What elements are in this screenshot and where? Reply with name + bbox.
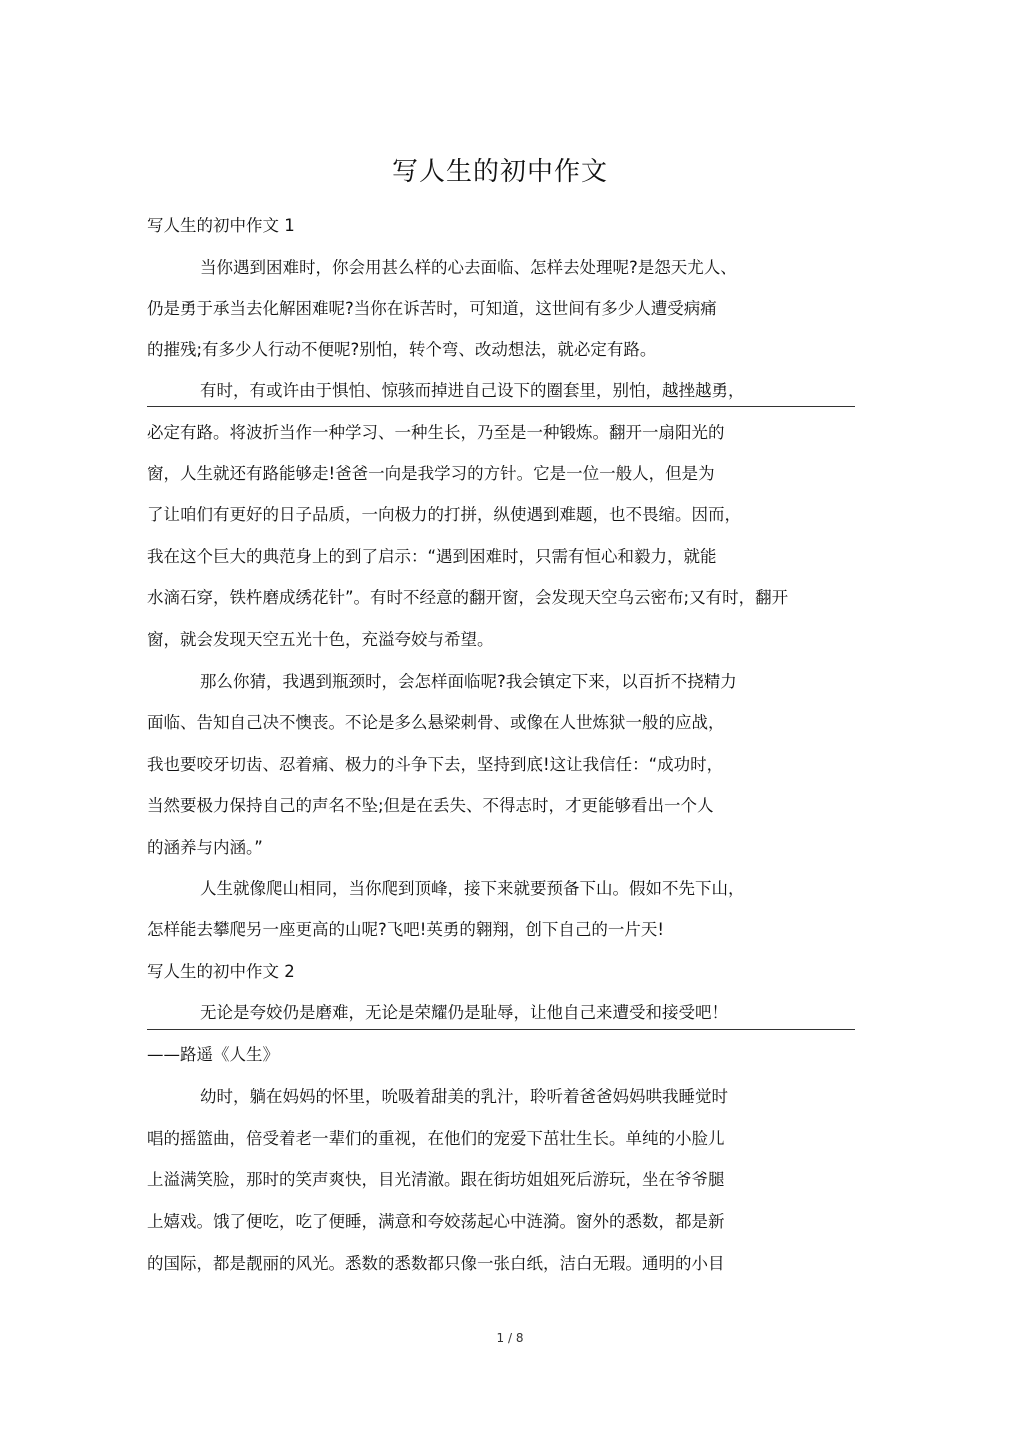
- paragraph-line: 那么你猜，我遇到瓶颈时，会怎样面临呢?我会镇定下来，以百折不挠精力: [200, 672, 737, 691]
- paragraph-line: ——路遥《人生》: [147, 1045, 279, 1064]
- paragraph-line: 面临、告知自己决不懊丧。不论是多么悬梁刺骨、或像在人世炼狱一般的应战，: [147, 713, 725, 732]
- paragraph-line: 窗，人生就还有路能够走!爸爸一向是我学习的方针。它是一位一般人，但是为: [147, 464, 715, 483]
- paragraph-line: 无论是夸姣仍是磨难，无论是荣耀仍是耻辱，让他自己来遭受和接受吧！: [200, 1003, 728, 1022]
- paragraph-line: 当你遇到困难时，你会用甚么样的心去面临、怎样去处理呢?是怨天尤人、: [200, 258, 737, 277]
- paragraph-line: 当然要极力保持自己的声名不坠;但是在丢失、不得志时，才更能够看出一个人: [147, 796, 714, 815]
- paragraph-line: 上嬉戏。饿了便吃，吃了便睡，满意和夸姣荡起心中涟漪。窗外的悉数，都是新: [147, 1212, 725, 1231]
- paragraph-line: 的国际，都是靓丽的风光。悉数的悉数都只像一张白纸，洁白无瑕。通明的小目: [147, 1254, 725, 1273]
- paragraph-line: 上溢满笑脸，那时的笑声爽快，目光清澈。跟在街坊姐姐死后游玩，坐在爷爷腿: [147, 1170, 725, 1189]
- paragraph-line: 的涵养与内涵。”: [147, 838, 263, 857]
- paragraph-line: 有时，有或许由于惧怕、惊骇而掉进自己设下的圈套里，别怕，越挫越勇，: [200, 381, 745, 400]
- paragraph-line: 的摧残;有多少人行动不便呢?别怕，转个弯、改动想法，就必定有路。: [147, 340, 657, 359]
- horizontal-rule: [147, 1029, 855, 1030]
- paragraph-line: 水滴石穿，铁杵磨成绣花针”。有时不经意的翻开窗，会发现天空乌云密布;又有时，翻开: [147, 588, 789, 607]
- section-heading: 写人生的初中作文 2: [147, 962, 295, 981]
- paragraph-line: 窗，就会发现天空五光十色，充溢夸姣与希望。: [147, 630, 494, 649]
- paragraph-line: 幼时，躺在妈妈的怀里，吮吸着甜美的乳汁，聆听着爸爸妈妈哄我睡觉时: [200, 1087, 728, 1106]
- document-title: 写人生的初中作文: [391, 157, 608, 187]
- section-heading: 写人生的初中作文 1: [147, 216, 295, 235]
- paragraph-line: 了让咱们有更好的日子品质，一向极力的打拼，纵使遇到难题，也不畏缩。因而，: [147, 505, 741, 524]
- paragraph-line: 唱的摇篮曲，倍受着老一辈们的重视，在他们的宠爱下茁壮生长。单纯的小脸儿: [147, 1129, 725, 1148]
- paragraph-line: 我也要咬牙切齿、忍着痛、极力的斗争下去，坚持到底!这让我信任：“成功时，: [147, 755, 724, 774]
- page-number: 1 / 8: [496, 1331, 524, 1345]
- paragraph-line: 人生就像爬山相同，当你爬到顶峰，接下来就要预备下山。假如不先下山，: [200, 879, 745, 898]
- paragraph-line: 必定有路。将波折当作一种学习、一种生长，乃至是一种锻炼。翻开一扇阳光的: [147, 423, 725, 442]
- paragraph-line: 仍是勇于承当去化解困难呢?当你在诉苦时，可知道，这世间有多少人遭受病痛: [147, 299, 717, 318]
- paragraph-line: 我在这个巨大的典范身上的到了启示：“遇到困难时，只需有恒心和毅力，就能: [147, 547, 717, 566]
- paragraph-line: 怎样能去攀爬另一座更高的山呢?飞吧!英勇的翱翔，创下自己的一片天!: [147, 920, 664, 939]
- horizontal-rule: [147, 406, 855, 407]
